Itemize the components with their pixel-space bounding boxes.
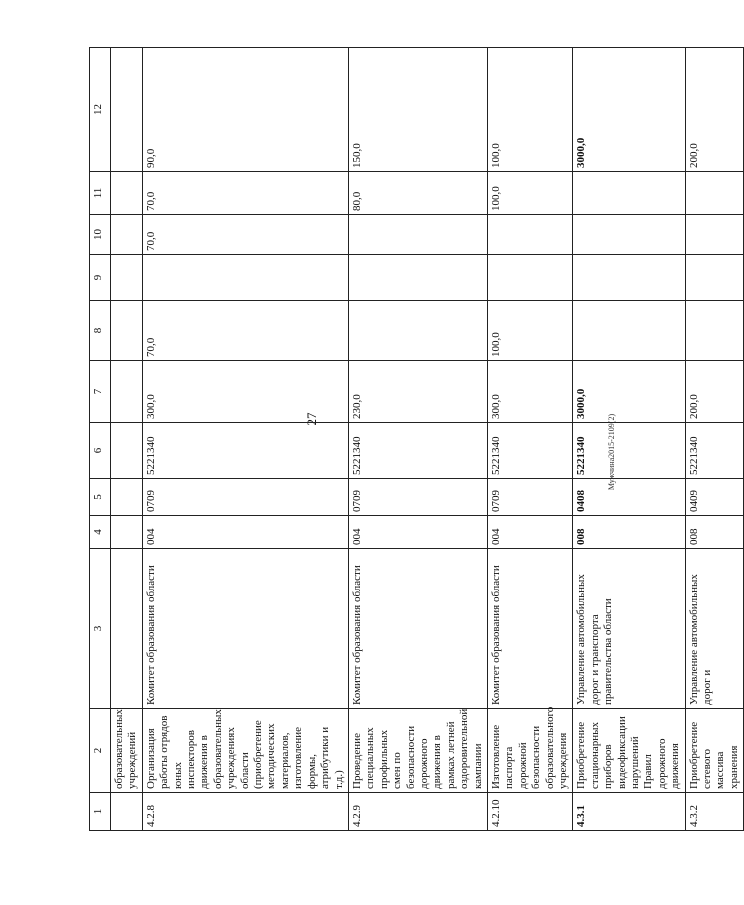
cell-11 xyxy=(685,172,744,215)
cell-10 xyxy=(111,215,143,255)
cell-5 xyxy=(111,479,143,516)
table-row xyxy=(142,48,348,831)
cell-4: 004 xyxy=(348,516,487,549)
cell-12: 100,0 xyxy=(487,48,572,172)
executor-cell: Управление автомобильных дорог и xyxy=(685,549,744,709)
table-row xyxy=(348,48,487,831)
name-cell: Изготовление паспорта дорожной безопасности образовательного учреждения xyxy=(487,709,572,793)
cell-11: 70,0 xyxy=(142,172,348,215)
cell-12: 150,0 xyxy=(348,48,487,172)
code-cell: 4.3.2 xyxy=(685,793,744,831)
cell-10 xyxy=(685,215,744,255)
cell-11: 80,0 xyxy=(348,172,487,215)
cell-7: 300,0 xyxy=(487,361,572,423)
name-cell: Приобретение стационарных приборов видеофиксации нарушений Правил дорожного движения xyxy=(573,709,685,793)
cell-8: 100,0 xyxy=(487,301,572,361)
cell-11: 100,0 xyxy=(487,172,572,215)
cell-12: 90,0 xyxy=(142,48,348,172)
cell-6: 5221340 xyxy=(685,423,744,479)
cell-10 xyxy=(573,215,685,255)
cell-6: 5221340 xyxy=(348,423,487,479)
executor-cell: Комитет образования области xyxy=(487,549,572,709)
cell-12 xyxy=(111,48,143,172)
header-cell: 1 xyxy=(90,793,111,831)
header-cell: 8 xyxy=(90,301,111,361)
cell-8 xyxy=(111,301,143,361)
cell-10 xyxy=(348,215,487,255)
cell-12: 200,0 xyxy=(685,48,744,172)
cell-4 xyxy=(111,516,143,549)
cell-11 xyxy=(111,172,143,215)
header-cell: 5 xyxy=(90,479,111,516)
cell-7: 230,0 xyxy=(348,361,487,423)
cell-10: 70,0 xyxy=(142,215,348,255)
executor-cell: Комитет образования области xyxy=(142,549,348,709)
header-cell: 10 xyxy=(90,215,111,255)
code-cell: 4.3.1 xyxy=(573,793,685,831)
name-cell: Организация работы отрядов юных инспекторов движения в образовательных учреждениях области (приобретение методических материалов, изготовление формы, атрибутики и т.д.) xyxy=(142,709,348,793)
header-cell: 11 xyxy=(90,172,111,215)
cell-6 xyxy=(111,423,143,479)
header-cell: 6 xyxy=(90,423,111,479)
cell-8: 70,0 xyxy=(142,301,348,361)
table-row xyxy=(685,48,744,831)
page-number: 27 xyxy=(304,412,319,426)
cell-5: 0709 xyxy=(487,479,572,516)
cell-11 xyxy=(573,172,685,215)
cell-5: 0409 xyxy=(685,479,744,516)
header-cell: 4 xyxy=(90,516,111,549)
cell-4: 008 xyxy=(573,516,685,549)
cell-12: 3000,0 xyxy=(573,48,685,172)
budget-table xyxy=(89,47,744,831)
cell-9 xyxy=(348,255,487,301)
header-cell: 9 xyxy=(90,255,111,301)
cell-5: 0408 xyxy=(573,479,685,516)
cell-6: 5221340 xyxy=(487,423,572,479)
cell-8 xyxy=(348,301,487,361)
code-cell: 4.2.10 xyxy=(487,793,572,831)
cell-9 xyxy=(487,255,572,301)
cell-4: 004 xyxy=(487,516,572,549)
cell-4: 004 xyxy=(142,516,348,549)
cell-7: 300,0 xyxy=(142,361,348,423)
cell-10 xyxy=(487,215,572,255)
cell-7: 3000,0 xyxy=(573,361,685,423)
cell-9 xyxy=(573,255,685,301)
code-cell: 4.2.8 xyxy=(142,793,348,831)
cell-5: 0709 xyxy=(142,479,348,516)
code-cell xyxy=(111,793,143,831)
name-cell: Проведение специальных профильных смен по безопасности дорожного движения в рамках летней оздоровительной кампании xyxy=(348,709,487,793)
cell-6: 5221340 xyxy=(573,423,685,479)
cell-9 xyxy=(685,255,744,301)
name-cell: Приобретение сетевого массива хранения xyxy=(685,709,744,793)
cell-5: 0709 xyxy=(348,479,487,516)
cell-9 xyxy=(142,255,348,301)
cell-8 xyxy=(573,301,685,361)
cell-8 xyxy=(685,301,744,361)
header-row xyxy=(90,48,111,831)
executor-cell: Комитет образования области xyxy=(348,549,487,709)
cell-9 xyxy=(111,255,143,301)
header-cell: 2 xyxy=(90,709,111,793)
header-cell: 3 xyxy=(90,549,111,709)
table-row xyxy=(487,48,572,831)
cell-7: 200,0 xyxy=(685,361,744,423)
header-cell: 12 xyxy=(90,48,111,172)
table-row-continuation xyxy=(111,48,143,831)
table-row xyxy=(573,48,685,831)
name-cell: образовательных учреждений xyxy=(111,709,143,793)
document-side-note: Мужчина2015-2109(2) xyxy=(607,413,616,491)
cell-7 xyxy=(111,361,143,423)
executor-cell: Управление автомобильных дорог и транспорта правительства области xyxy=(573,549,685,709)
header-cell: 7 xyxy=(90,361,111,423)
cell-4: 008 xyxy=(685,516,744,549)
code-cell: 4.2.9 xyxy=(348,793,487,831)
cell-6: 5221340 xyxy=(142,423,348,479)
executor-cell xyxy=(111,549,143,709)
